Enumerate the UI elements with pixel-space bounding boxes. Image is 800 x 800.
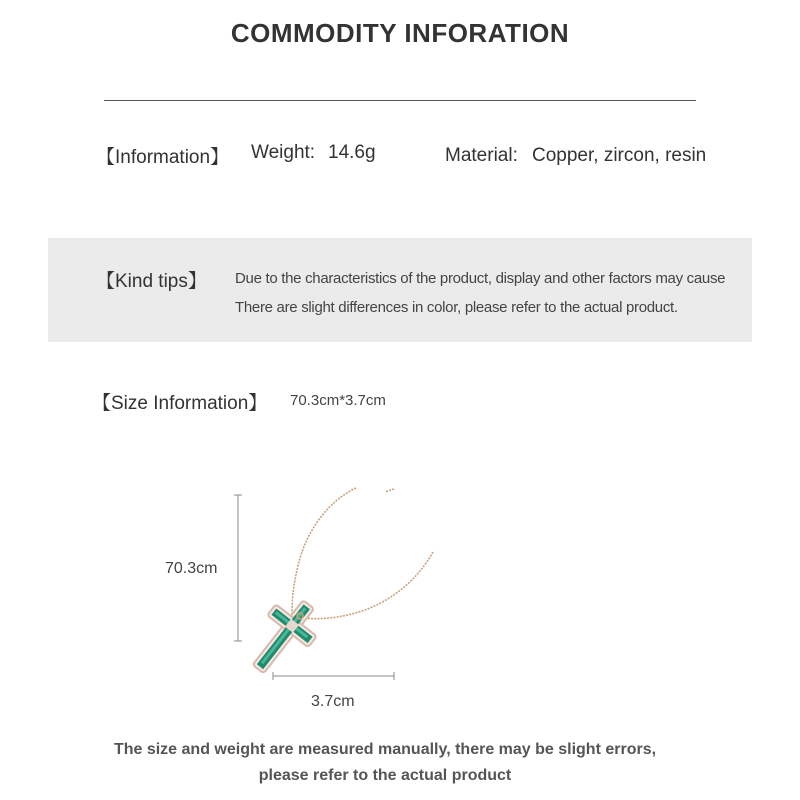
note-line-2: please refer to the actual product bbox=[258, 767, 512, 784]
kind-tips-line-1: Due to the characteristics of the product, display and other factors may cause bbox=[235, 270, 726, 287]
height-dimension-line bbox=[234, 495, 242, 641]
size-information-value: 70.3cm*3.7cm bbox=[290, 392, 386, 409]
chain-icon bbox=[292, 488, 433, 619]
note-line-1: The size and weight are measured manually, there may be slight errors, bbox=[113, 741, 657, 758]
weight-label: Weight: bbox=[251, 142, 316, 163]
information-label: 【Information】 bbox=[96, 147, 230, 168]
kind-tips-panel bbox=[48, 238, 752, 342]
cross-pendant-icon bbox=[238, 588, 329, 685]
divider bbox=[104, 100, 696, 101]
width-dimension-line bbox=[273, 672, 394, 680]
height-dimension-label: 70.3cm bbox=[165, 560, 218, 577]
material-label: Material: bbox=[445, 145, 518, 166]
kind-tips-label: 【Kind tips】 bbox=[96, 271, 207, 292]
material-value: Copper, zircon, resin bbox=[532, 145, 707, 166]
page-title: COMMODITY INFORATION bbox=[230, 18, 570, 48]
necklace-diagram bbox=[150, 480, 470, 720]
kind-tips-line-2: There are slight differences in color, please refer to the actual product. bbox=[235, 299, 678, 316]
width-dimension-label: 3.7cm bbox=[311, 693, 355, 710]
weight-value: 14.6g bbox=[328, 142, 376, 163]
size-information-label: 【Size Information】 bbox=[92, 393, 268, 414]
